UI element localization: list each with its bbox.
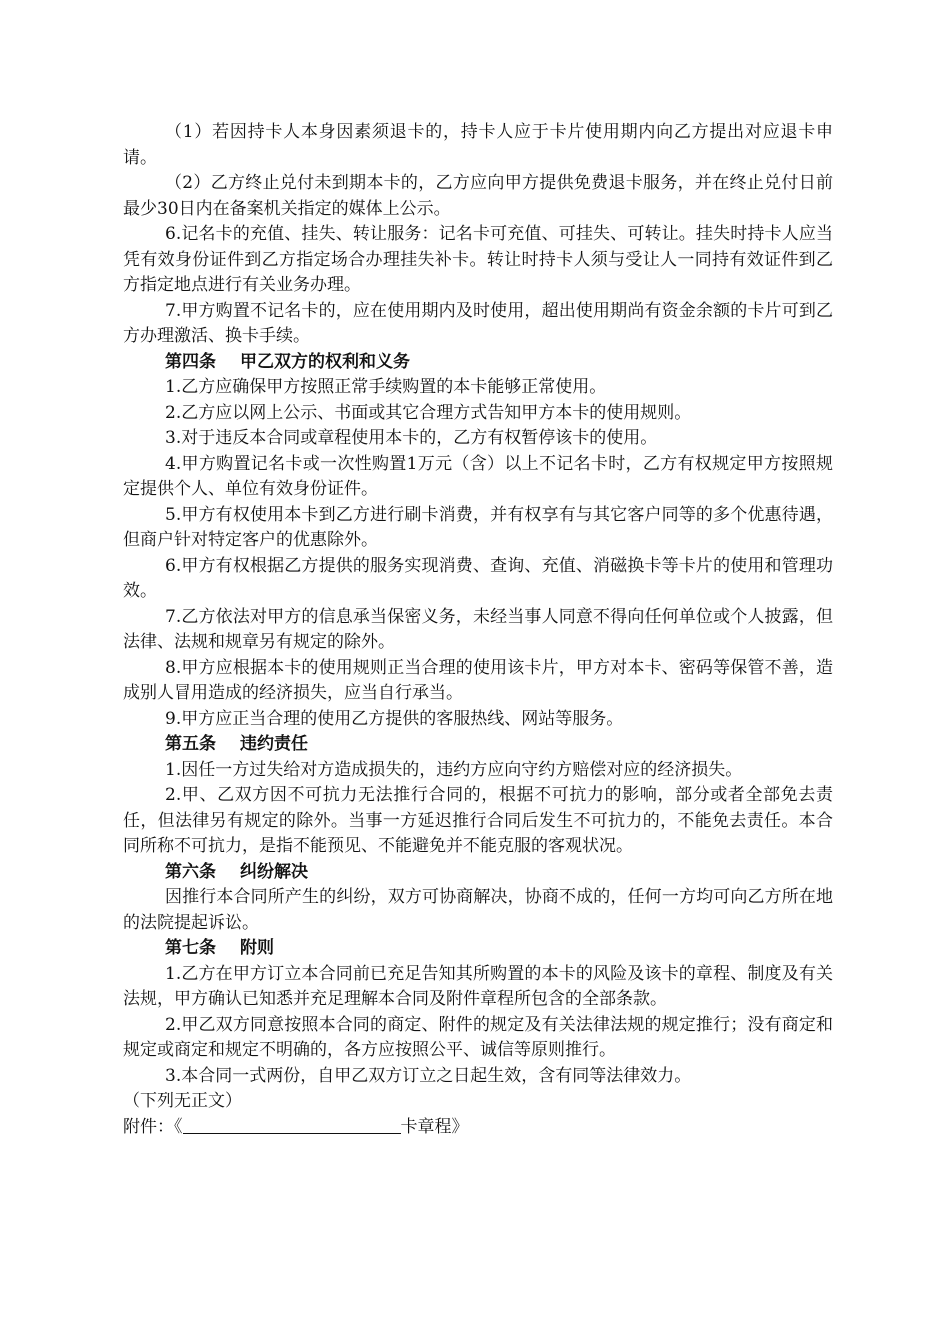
section-5-number: 第五条 bbox=[165, 734, 216, 754]
section-7-title: 附则 bbox=[240, 938, 274, 958]
section-4-title: 甲乙双方的权利和义务 bbox=[240, 351, 410, 372]
section-4-item: 7.乙方依法对甲方的信息承当保密义务，未经当事人同意不得向任何单位或个人披露，但法律、法规和规章另有规定的除外。 bbox=[123, 606, 833, 652]
section-4-item: 8.甲方应根据本卡的使用规则正当合理的使用该卡片，甲方对本卡、密码等保管不善，造成别人冒用造成的经济损失，应当自行承当。 bbox=[123, 657, 833, 703]
no-text-below: （下列无正文） bbox=[123, 1091, 242, 1111]
section-7-item: 3.本合同一式两份，自甲乙双方订立之日起生效，含有同等法律效力。 bbox=[165, 1065, 692, 1086]
clause-refund-self: （1）若因持卡人本身因素须退卡的，持卡人应于卡片使用期内向乙方提出对应退卡申请。 bbox=[123, 122, 833, 168]
section-6-title: 纠纷解决 bbox=[240, 861, 308, 882]
attachment-line bbox=[123, 1115, 833, 1141]
attachment-suffix: 卡章程》 bbox=[400, 1116, 469, 1137]
section-5-item: 1.因任一方过失给对方造成损失的，违约方应向守约方赔偿对应的经济损失。 bbox=[165, 759, 743, 780]
document-page bbox=[123, 120, 833, 1140]
clause-refund-terminate: （2）乙方终止兑付未到期本卡的，乙方应向甲方提供免费退卡服务，并在终止兑付日前最少30日内在备案机关指定的媒体上公示。 bbox=[123, 173, 833, 219]
section-7-item: 1.乙方在甲方订立本合同前已充足告知其所购置的本卡的风险及该卡的章程、制度及有关法规，甲方确认已知悉并充足理解本合同及附件章程所包含的全部条款。 bbox=[123, 963, 833, 1009]
section-4-item: 2.乙方应以网上公示、书面或其它合理方式告知甲方本卡的使用规则。 bbox=[165, 402, 692, 423]
clause-unnamed-card: 7.甲方购置不记名卡的，应在使用期内及时使用，超出使用期尚有资金余额的卡片可到乙方办理激活、换卡手续。 bbox=[123, 300, 833, 346]
attachment-label: 附件：《 bbox=[123, 1116, 183, 1137]
section-7-item: 2.甲乙双方同意按照本合同的商定、附件的规定及有关法律法规的规定推行；没有商定和规定或商定和规定不明确的，各方应按照公平、诚信等原则推行。 bbox=[123, 1014, 833, 1060]
section-4-item: 3.对于违反本合同或章程使用本卡的，乙方有权暂停该卡的使用。 bbox=[165, 428, 658, 448]
section-7-heading bbox=[123, 936, 833, 962]
section-7-number: 第七条 bbox=[165, 938, 216, 958]
attachment-blank-field bbox=[183, 1116, 401, 1134]
section-5-heading bbox=[123, 732, 833, 758]
section-5-item: 2.甲、乙双方因不可抗力无法推行合同的，根据不可抗力的影响，部分或者全部免去责任，但法律另有规定的除外。当事一方延迟推行合同后发生不可抗力的，不能免去责任。本合同所称不可抗力，是指不能预见、不能避免并不能克服的客观状况。 bbox=[123, 785, 833, 856]
section-4-number: 第四条 bbox=[165, 351, 216, 372]
section-4-item: 6.甲方有权根据乙方提供的服务实现消费、查询、充值、消磁换卡等卡片的使用和管理功效。 bbox=[123, 555, 833, 601]
section-6-heading bbox=[123, 860, 833, 886]
section-4-item: 1.乙方应确保甲方按照正常手续购置的本卡能够正常使用。 bbox=[165, 377, 607, 397]
section-6-number: 第六条 bbox=[165, 861, 216, 882]
section-5-title: 违约责任 bbox=[240, 734, 308, 754]
section-4-heading bbox=[123, 350, 833, 376]
clause-named-card-service: 6.记名卡的充值、挂失、转让服务：记名卡可充值、可挂失、可转让。挂失时持卡人应当凭有效身份证件到乙方指定场合办理挂失补卡。转让时持卡人须与受让人一同持有效证件到乙方指定地点进行有关业务办理。 bbox=[123, 224, 833, 295]
section-6-item: 因推行本合同所产生的纠纷，双方可协商解决，协商不成的，任何一方均可向乙方所在地的法院提起诉讼。 bbox=[123, 887, 833, 933]
section-4-item: 5.甲方有权使用本卡到乙方进行刷卡消费，并有权享有与其它客户同等的多个优惠待遇，但商户针对特定客户的优惠除外。 bbox=[123, 504, 833, 550]
section-4-item: 9.甲方应正当合理的使用乙方提供的客服热线、网站等服务。 bbox=[165, 708, 624, 729]
section-4-item: 4.甲方购置记名卡或一次性购置1万元（含）以上不记名卡时，乙方有权规定甲方按照规定提供个人、单位有效身份证件。 bbox=[123, 453, 833, 499]
